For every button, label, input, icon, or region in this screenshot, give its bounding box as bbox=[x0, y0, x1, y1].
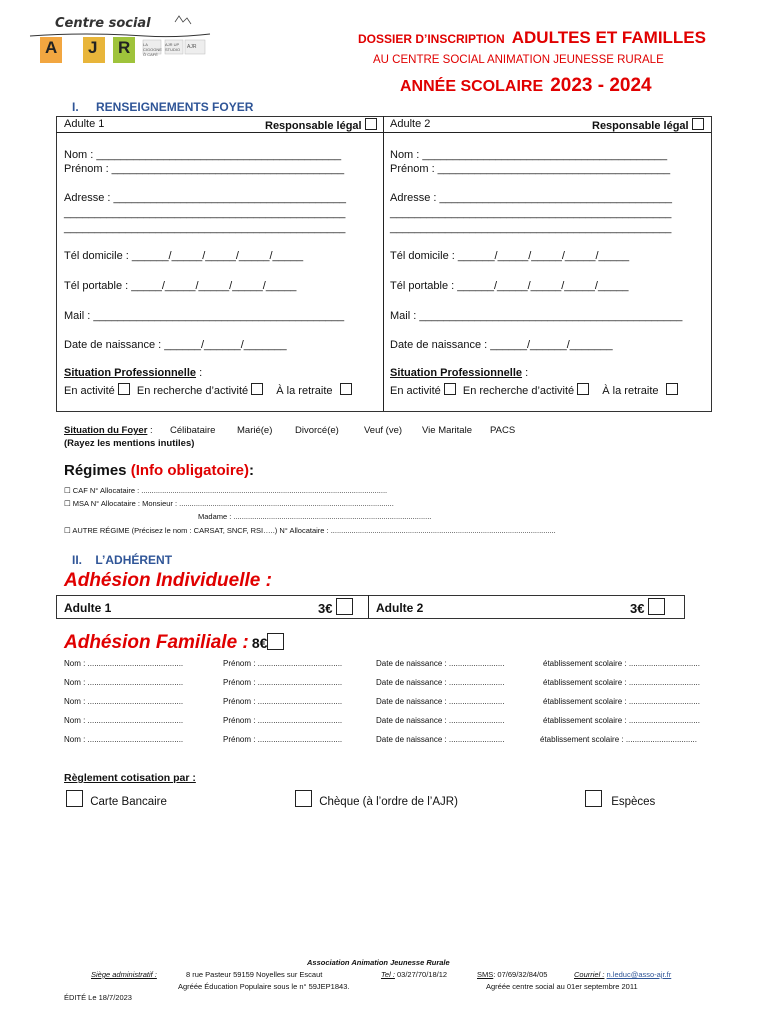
adult1-tel-portable-field[interactable]: Tél portable : _____/_____/_____/_____/_____ bbox=[64, 280, 297, 292]
adult2-situation-colon: : bbox=[522, 367, 529, 379]
adult1-responsable-label: Responsable légal bbox=[265, 120, 362, 132]
adhesion-individuelle-adult1-price-value: 3€ bbox=[318, 601, 333, 616]
adult1-situation-options bbox=[64, 383, 352, 397]
adult1-heading: Adulte 1 bbox=[64, 118, 105, 130]
adult1-adresse-line-3[interactable]: ______________________________________________ bbox=[64, 222, 346, 234]
regimes-colon: : bbox=[249, 462, 255, 479]
regimes-info: (Info obligatoire) bbox=[130, 462, 250, 479]
footer-sms-value: : 07/69/32/84/05 bbox=[493, 970, 548, 979]
reglement-especes[interactable] bbox=[585, 790, 655, 808]
adhesion-familiale-price: 8€ bbox=[251, 635, 268, 651]
foyer-form-header-rule bbox=[56, 132, 711, 133]
footer-siege: 8 rue Pasteur 59159 Noyelles sur Escaut bbox=[186, 970, 323, 979]
logo-partner-1: LA CIGOGNE Ô CAFÉ bbox=[143, 42, 162, 57]
adult2-situation-options bbox=[390, 383, 678, 397]
familiale-row-etablissement[interactable]: établissement scolaire : ................................ bbox=[543, 716, 700, 725]
familiale-row-prenom[interactable]: Prénom : ...................................... bbox=[223, 678, 343, 687]
adult2-opt-activite-checkbox[interactable] bbox=[444, 383, 456, 395]
familiale-row-nom[interactable]: Nom : ........................................... bbox=[64, 678, 184, 687]
foyer-option-marie[interactable]: Marié(e) bbox=[237, 425, 273, 436]
reglement-especes-label: Espèces bbox=[611, 796, 656, 808]
familiale-row-prenom[interactable]: Prénom : ...................................... bbox=[223, 735, 343, 744]
adult2-naissance-field[interactable]: Date de naissance : ______/______/_______ bbox=[390, 339, 613, 351]
reglement-title: Règlement cotisation par : bbox=[64, 772, 196, 784]
adult1-opt-retraite-checkbox[interactable] bbox=[340, 383, 352, 395]
footer-sms bbox=[477, 970, 547, 979]
adult1-nom-field[interactable]: Nom : ________________________________________ bbox=[64, 149, 342, 161]
adhesion-familiale-heading[interactable] bbox=[64, 632, 284, 654]
footer-agrement-centre-social: Agréée centre social au 01er septembre 2011 bbox=[486, 982, 638, 991]
adult2-adresse-line-3[interactable]: ______________________________________________ bbox=[390, 222, 672, 234]
adult1-opt-retraite-label: À la retraite bbox=[276, 385, 333, 397]
adult2-opt-recherche-label: En recherche d’activité bbox=[462, 385, 575, 397]
foyer-situation-colon: : bbox=[147, 425, 153, 436]
adult2-situation-label bbox=[390, 367, 528, 379]
familiale-row-nom[interactable]: Nom : ........................................... bbox=[64, 659, 184, 668]
footer-agrement-jep: Agréée Éducation Populaire sous le n° 59JEP1843. bbox=[178, 982, 350, 991]
adhesion-individuelle-box bbox=[56, 595, 685, 619]
logo-letter-r: R bbox=[118, 38, 131, 57]
header-line3-years: 2023 - 2024 bbox=[550, 75, 652, 96]
adult1-opt-activite-label: En activité bbox=[64, 385, 115, 397]
adhesion-familiale-checkbox[interactable] bbox=[267, 633, 284, 650]
familiale-row-nom[interactable]: Nom : ........................................... bbox=[64, 735, 184, 744]
footer-siege-label: Siège administratif : bbox=[91, 970, 157, 979]
reglement-cheque-checkbox[interactable] bbox=[295, 790, 312, 807]
adhesion-individuelle-title: Adhésion Individuelle : bbox=[64, 570, 272, 591]
adult1-adresse-field[interactable]: Adresse : ______________________________________ bbox=[64, 192, 346, 204]
regime-msa-madame-field[interactable]: Madame : ............................................................................................... bbox=[198, 512, 432, 521]
reglement-carte-bancaire-label: Carte Bancaire bbox=[90, 796, 167, 808]
adhesion-individuelle-adult1-checkbox[interactable] bbox=[336, 598, 353, 615]
foyer-option-celibataire[interactable]: Célibataire bbox=[170, 425, 216, 436]
footer-courriel-label: Courriel : bbox=[574, 970, 605, 979]
adult1-mail-field[interactable]: Mail : _________________________________________ bbox=[64, 310, 345, 322]
adult1-opt-recherche-checkbox[interactable] bbox=[251, 383, 263, 395]
adult2-nom-field[interactable]: Nom : ________________________________________ bbox=[390, 149, 668, 161]
familiale-row-naissance[interactable]: Date de naissance : ......................... bbox=[376, 735, 505, 744]
footer-tel-value: 03/27/70/18/12 bbox=[397, 970, 448, 979]
adult2-prenom-field[interactable]: Prénom : ______________________________________ bbox=[390, 163, 671, 175]
logo-partner-3: AJR bbox=[187, 44, 197, 50]
adult1-adresse-line-2[interactable]: ______________________________________________ bbox=[64, 207, 346, 219]
adult1-responsable-checkbox[interactable] bbox=[365, 118, 377, 130]
logo-partner-2: AJR UP STUDIO bbox=[165, 42, 181, 52]
adult1-situation-label bbox=[64, 367, 202, 379]
familiale-row-naissance[interactable]: Date de naissance : ......................... bbox=[376, 697, 505, 706]
section-2-number: II. bbox=[72, 553, 83, 567]
adult1-opt-activite-checkbox[interactable] bbox=[118, 383, 130, 395]
logo bbox=[25, 14, 215, 64]
familiale-row-nom[interactable]: Nom : ........................................... bbox=[64, 697, 184, 706]
adhesion-individuelle-divider bbox=[368, 595, 369, 618]
foyer-option-vie-maritale[interactable]: Vie Maritale bbox=[422, 425, 472, 436]
adult2-tel-portable-field[interactable]: Tél portable : ______/_____/_____/_____/_____ bbox=[390, 280, 629, 292]
footer-tel-label: Tel : bbox=[381, 970, 395, 979]
adult2-adresse-line-2[interactable]: ______________________________________________ bbox=[390, 207, 672, 219]
section-2-title: L’ADHÉRENT bbox=[95, 553, 173, 567]
adult1-situation-colon: : bbox=[196, 367, 203, 379]
familiale-row-nom[interactable]: Nom : ........................................... bbox=[64, 716, 184, 725]
familiale-row-etablissement[interactable]: établissement scolaire : ................................ bbox=[543, 678, 700, 687]
adult2-responsable-checkbox[interactable] bbox=[692, 118, 704, 130]
adult1-opt-recherche-label: En recherche d’activité bbox=[136, 385, 249, 397]
adult2-opt-retraite-label: À la retraite bbox=[602, 385, 659, 397]
header-line1 bbox=[358, 28, 706, 48]
familiale-row-etablissement[interactable]: établissement scolaire : ................................ bbox=[540, 735, 697, 744]
adult2-opt-retraite-checkbox[interactable] bbox=[666, 383, 678, 395]
reglement-cheque[interactable] bbox=[295, 790, 458, 808]
familiale-row-prenom[interactable]: Prénom : ...................................... bbox=[223, 659, 343, 668]
foyer-situation-row bbox=[64, 425, 153, 436]
header-line1-prefix: DOSSIER D’INSCRIPTION bbox=[358, 32, 505, 46]
adhesion-individuelle-adult2-label: Adulte 2 bbox=[376, 601, 424, 615]
adult2-opt-activite-label: En activité bbox=[390, 385, 441, 397]
foyer-option-veuf[interactable]: Veuf (ve) bbox=[364, 425, 403, 436]
reglement-carte-bancaire[interactable] bbox=[66, 790, 167, 808]
foyer-option-divorce[interactable]: Divorcé(e) bbox=[295, 425, 339, 436]
section-2-heading bbox=[72, 553, 172, 567]
adhesion-individuelle-adult2-checkbox[interactable] bbox=[648, 598, 665, 615]
header-line1-big: ADULTES ET FAMILLES bbox=[511, 28, 706, 47]
regime-caf-field[interactable]: ☐ CAF N° Allocataire : ...................................................................................................................... bbox=[64, 486, 388, 495]
adhesion-individuelle-adult1-label: Adulte 1 bbox=[64, 601, 112, 615]
footer-org: Association Animation Jeunesse Rurale bbox=[307, 958, 450, 967]
header-line3-prefix: ANNÉE SCOLAIRE bbox=[400, 78, 544, 95]
adhesion-individuelle-adult1-price[interactable] bbox=[318, 598, 353, 616]
adult1-responsable[interactable] bbox=[265, 118, 377, 132]
logo-letter-a: A bbox=[45, 38, 58, 57]
footer-courriel bbox=[574, 970, 671, 979]
adhesion-individuelle-adult2-price[interactable] bbox=[630, 598, 665, 616]
regimes-heading bbox=[64, 462, 254, 479]
regime-msa-field[interactable]: ☐ MSA N° Allocataire : Monsieur : ....................................................................................................... bbox=[64, 499, 394, 508]
adult1-situation-title: Situation Professionnelle bbox=[64, 367, 197, 379]
adult2-tel-domicile-field[interactable]: Tél domicile : ______/_____/_____/_____/_____ bbox=[390, 250, 630, 262]
adult2-mail-field[interactable]: Mail : ___________________________________________ bbox=[390, 310, 683, 322]
regime-autre-field[interactable]: ☐ AUTRE RÉGIME (Précisez le nom : CARSAT, SNCF, RSI…..) N° Allocataire : ............................................................................................................ bbox=[64, 526, 556, 535]
footer-tel bbox=[381, 970, 447, 979]
familiale-row-naissance[interactable]: Date de naissance : ......................... bbox=[376, 716, 505, 725]
adhesion-familiale-title: Adhésion Familiale : bbox=[64, 632, 249, 653]
adult2-opt-recherche-checkbox[interactable] bbox=[577, 383, 589, 395]
adult1-tel-domicile-field[interactable]: Tél domicile : ______/_____/_____/_____/_____ bbox=[64, 250, 304, 262]
adult1-naissance-field[interactable]: Date de naissance : ______/______/_______ bbox=[64, 339, 287, 351]
foyer-situation-label: Situation du Foyer bbox=[64, 425, 148, 436]
header-line2: AU CENTRE SOCIAL ANIMATION JEUNESSE RURALE bbox=[373, 54, 664, 66]
foyer-form-divider bbox=[383, 116, 384, 411]
familiale-row-etablissement[interactable]: établissement scolaire : ................................ bbox=[543, 697, 700, 706]
reglement-cheque-label: Chèque (à l’ordre de l’AJR) bbox=[319, 796, 458, 808]
adult2-responsable-label: Responsable légal bbox=[592, 120, 689, 132]
section-1-heading bbox=[72, 100, 253, 114]
adult2-situation-title: Situation Professionnelle bbox=[390, 367, 523, 379]
adult2-responsable[interactable] bbox=[592, 118, 704, 132]
adult1-prenom-field[interactable]: Prénom : ______________________________________ bbox=[64, 163, 345, 175]
adult2-adresse-field[interactable]: Adresse : ______________________________________ bbox=[390, 192, 672, 204]
familiale-row-naissance[interactable]: Date de naissance : ......................... bbox=[376, 659, 505, 668]
logo-title: Centre social bbox=[55, 16, 151, 31]
header-line3 bbox=[400, 75, 652, 97]
adhesion-individuelle-adult2-price-value: 3€ bbox=[630, 601, 645, 616]
familiale-row-prenom[interactable]: Prénom : ...................................... bbox=[223, 697, 343, 706]
foyer-note: (Rayez les mentions inutiles) bbox=[64, 438, 195, 449]
section-1-title: RENSEIGNEMENTS FOYER bbox=[96, 100, 254, 114]
logo-letter-j: J bbox=[88, 38, 98, 57]
reglement-especes-checkbox[interactable] bbox=[585, 790, 602, 807]
foyer-option-pacs[interactable]: PACS bbox=[490, 425, 516, 436]
reglement-carte-bancaire-checkbox[interactable] bbox=[66, 790, 83, 807]
adult2-heading: Adulte 2 bbox=[390, 118, 431, 130]
footer-courriel-link[interactable]: n.leduc@asso-ajr.fr bbox=[606, 970, 672, 979]
footer-edite: ÉDITÉ Le 18/7/2023 bbox=[64, 993, 132, 1002]
footer-sms-label: SMS bbox=[477, 970, 494, 979]
regimes-title: Régimes bbox=[64, 462, 127, 479]
familiale-row-naissance[interactable]: Date de naissance : ......................... bbox=[376, 678, 505, 687]
familiale-row-prenom[interactable]: Prénom : ...................................... bbox=[223, 716, 343, 725]
familiale-row-etablissement[interactable]: établissement scolaire : ................................ bbox=[543, 659, 700, 668]
section-1-number: I. bbox=[72, 100, 79, 114]
